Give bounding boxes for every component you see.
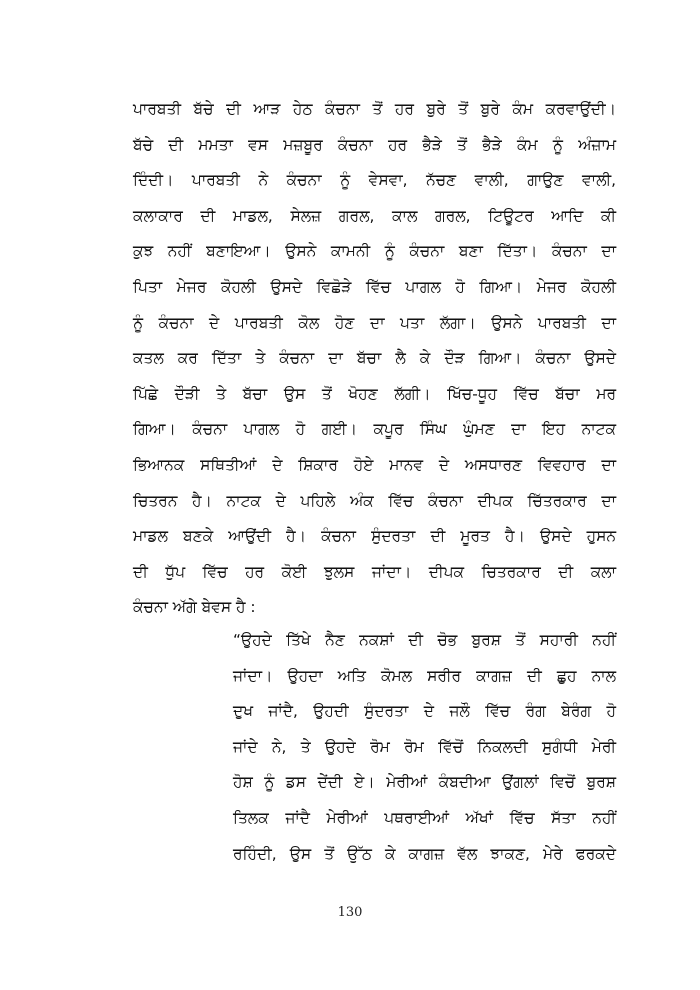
main-paragraph — [133, 92, 616, 626]
paragraph-line: ਕਤਲ ਕਰ ਦਿੱਤਾ ਤੇ ਕੰਚਨਾ ਦਾ ਬੱਚਾ ਲੈ ਕੇ ਦੌੜ ਗਿਆ। ਕੰਚਨਾ ਉਸਦੇ — [133, 349, 616, 368]
paragraph-line: ਗਿਆ। ਕੰਚਨਾ ਪਾਗਲ ਹੋ ਗਈ। ਕਪੂਰ ਸਿੰਘ ਘੁੰਮਣ ਦਾ ਇਹ ਨਾਟਕ — [133, 420, 616, 439]
quote-line: ਹੋਸ਼ ਨੂੰ ਡਸ ਦੇਂਦੀ ਏ। ਮੇਰੀਆਂ ਕੰਬਦੀਆ ਉਂਗਲਾਂ ਵਿਚੋਂ ਬੁਰਸ਼ — [233, 773, 616, 792]
quote-line: ਰਹਿੰਦੀ, ਉਸ ਤੋਂ ਉੱਠ ਕੇ ਕਾਗਜ਼ ਵੱਲ ਝਾਕਣ, ਮੇਰੇ ਫਰਕਦੇ — [233, 844, 616, 863]
paragraph-line: ਕੰਚਨਾ ਅੱਗੇ ਬੇਵਸ ਹੈ : — [133, 598, 256, 617]
page-number: 130 — [337, 905, 363, 920]
paragraph-line: ਦੀ ਧੁੱਪ ਵਿੱਚ ਹਰ ਕੋਈ ਝੁਲਸ ਜਾਂਦਾ। ਦੀਪਕ ਚਿਤਰਕਾਰ ਦੀ ਕਲਾ — [133, 562, 616, 581]
paragraph-line: ਬੱਚੇ ਦੀ ਮਮਤਾ ਵਸ ਮਜ਼ਬੂਰ ਕੰਚਨਾ ਹਰ ਭੈੜੇ ਤੋਂ ਭੈੜੇ ਕੰਮ ਨੂੰ ਅੰਜ਼ਾਮ — [133, 135, 616, 154]
paragraph-line: ਪਿਤਾ ਮੇਜਰ ਕੋਹਲੀ ਉਸਦੇ ਵਿਛੋੜੇ ਵਿੱਚ ਪਾਗਲ ਹੋ ਗਿਆ। ਮੇਜਰ ਕੋਹਲੀ — [133, 277, 616, 296]
paragraph-line: ਪਿੱਛੇ ਦੌੜੀ ਤੇ ਬੱਚਾ ਉਸ ਤੋਂ ਖੋਹਣ ਲੱਗੀ। ਖਿੱਚ-ਧੂਹ ਵਿੱਚ ਬੱਚਾ ਮਰ — [133, 384, 616, 403]
paragraph-line: ਕਲਾਕਾਰ ਦੀ ਮਾਡਲ, ਸੇਲਜ਼ ਗਰਲ, ਕਾਲ ਗਰਲ, ਟਿਊਟਰ ਆਦਿ ਕੀ — [133, 206, 616, 225]
paragraph-line: ਕੁਝ ਨਹੀਂ ਬਣਾਇਆ। ਉਸਨੇ ਕਾਮਨੀ ਨੂੰ ਕੰਚਨਾ ਬਣਾ ਦਿੱਤਾ। ਕੰਚਨਾ ਦਾ — [133, 242, 616, 261]
paragraph-line: ਦਿੰਦੀ। ਪਾਰਬਤੀ ਨੇ ਕੰਚਨਾ ਨੂੰ ਵੇਸਵਾ, ਨੱਚਣ ਵਾਲੀ, ਗਾਉਣ ਵਾਲੀ, — [133, 171, 616, 190]
paragraph-line: ਮਾਡਲ ਬਣਕੇ ਆਉਂਦੀ ਹੈ। ਕੰਚਨਾ ਸੁੰਦਰਤਾ ਦੀ ਮੂਰਤ ਹੈ। ਉਸਦੇ ਹੁਸਨ — [133, 527, 616, 546]
paragraph-line: ਪਾਰਬਤੀ ਬੱਚੇ ਦੀ ਆੜ ਹੇਠ ਕੰਚਨਾ ਤੋਂ ਹਰ ਬੁਰੇ ਤੋਂ ਬੁਰੇ ਕੰਮ ਕਰਵਾਉਂਦੀ। — [133, 100, 616, 118]
block-quote — [233, 623, 616, 872]
quote-line: ਜਾਂਦਾ। ਉਹਦਾ ਅਤਿ ਕੋਮਲ ਸਰੀਰ ਕਾਗਜ਼ ਦੀ ਛੁਹ ਨਾਲ — [233, 666, 616, 685]
paragraph-line: ਚਿਤਰਨ ਹੈ। ਨਾਟਕ ਦੇ ਪਹਿਲੇ ਅੰਕ ਵਿੱਚ ਕੰਚਨਾ ਦੀਪਕ ਚਿੱਤਰਕਾਰ ਦਾ — [133, 491, 616, 510]
paragraph-line: ਭਿਆਨਕ ਸਥਿਤੀਆਂ ਦੇ ਸ਼ਿਕਾਰ ਹੋਏ ਮਾਨਵ ਦੇ ਅਸਧਾਰਣ ਵਿਵਹਾਰ ਦਾ — [133, 455, 616, 474]
quote-line: ਜਾਂਦੇ ਨੇ, ਤੇ ਉਹਦੇ ਰੋਮ ਰੋਮ ਵਿੱਚੋਂ ਨਿਕਲਦੀ ਸੁਗੰਧੀ ਮੇਰੀ — [233, 737, 616, 756]
paragraph-line: ਨੂੰ ਕੰਚਨਾ ਦੇ ਪਾਰਬਤੀ ਕੋਲ ਹੋਣ ਦਾ ਪਤਾ ਲੱਗਾ। ਉਸਨੇ ਪਾਰਬਤੀ ਦਾ — [133, 313, 616, 332]
quote-line: ਦੁਖ ਜਾਂਦੈ, ਉਹਦੀ ਸੁੰਦਰਤਾ ਦੇ ਜਲੌ ਵਿੱਚ ਰੰਗ ਬੇਰੰਗ ਹੋ — [233, 702, 616, 721]
quote-line: ਤਿਲਕ ਜਾਂਦੈ ਮੇਰੀਆਂ ਪਥਰਾਈਆਂ ਅੱਖਾਂ ਵਿੱਚ ਸੱਤਾ ਨਹੀਂ — [233, 808, 616, 827]
quote-line: “ਉਹਦੇ ਤਿੱਖੇ ਨੈਣ ਨਕਸ਼ਾਂ ਦੀ ਚੋਭ ਬੁਰਸ਼ ਤੋਂ ਸਹਾਰੀ ਨਹੀਂ — [233, 631, 616, 649]
